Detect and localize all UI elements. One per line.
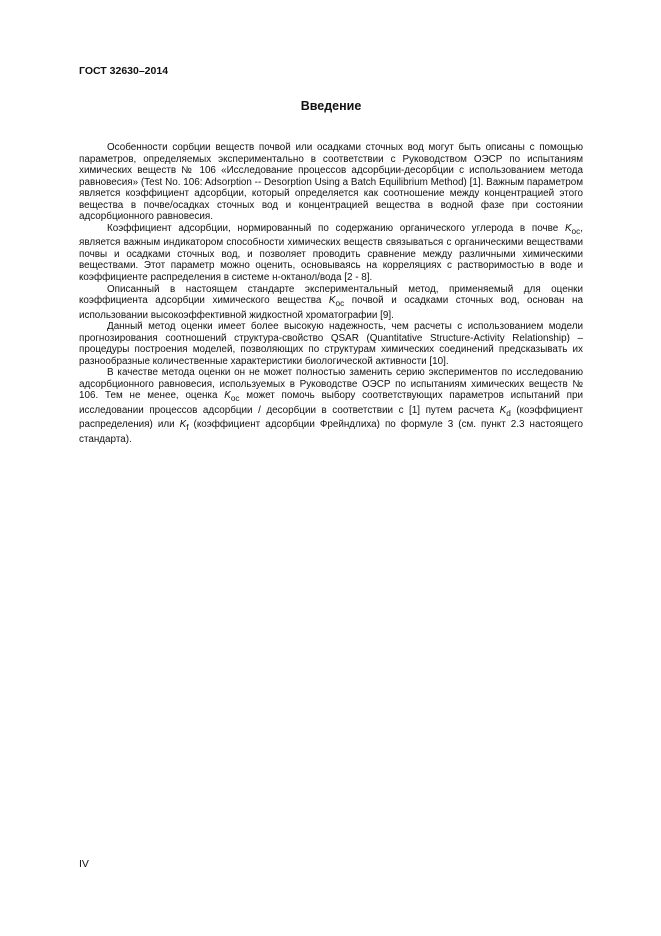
paragraph-reliability: Данный метод оценки имеет более высокую надежность, чем расчеты с использованием модели прогнозирования соотношений структура-свойство QSAR (Quantitative Structure-Activity Relationship) – процедуры построения моделей, позволяющих по структурам химических соединений предсказывать их разнообразные количественные характеристики биологической активности [10]. <box>79 321 583 367</box>
text-segment: В качестве метода оценки он не может полностью заменить серию экспериментов по исследованию адсорбционного равновесия, используемых в Руководстве ОЭСР по испытаниям химических веществ № 106. Тем не менее, оценка <box>79 367 583 402</box>
section-title: Введение <box>300 99 362 113</box>
text-segment: , является важным индикатором способности химических веществ связываться с органическими веществами почвы и осадками сточных вод, и позволяет проводить сравнение между различными химическими веществами. Этот параметр можно оценить, основываясь на корреляциях с растворимостью в воде и коэффициенте распределения в системе н-октанол/вода [2 - 8]. <box>79 222 583 283</box>
text-segment: (коэффициент адсорбции Фрейндлиха) по формуле 3 (см. пункт 2.3 настоящего стандарта). <box>79 419 584 445</box>
text-segment: Коэффициент адсорбции, нормированный по содержанию органического углерода в почве <box>107 222 565 234</box>
symbol-k: K <box>328 295 336 307</box>
document-body <box>79 142 583 446</box>
paragraph-sorption: Особенности сорбции веществ почвой или осадками сточных вод могут быть описаны с помощью параметров, определяемых экспериментально в соответствии с Руководством ОЭСР по испытаниям химических веществ № 106 «Исследование процессов адсорбции-десорбции с использованием метода равновесия» (Test No. 106: Adsorption -- Desorption Using a Batch Equilibrium Method) [1]. Важным параметром является коэффициент адсорбции, который определяется как соотношение между концентрацией этого вещества в почве/осадках сточных вод и концентрацией вещества в водной фазе при состоянии адсорбционного равновесия. <box>79 142 583 223</box>
text-segment: почвой и осадками сточных вод, основан на использовании высокоэффективной жидкостной хроматографии [9]. <box>79 295 583 321</box>
symbol-k: K <box>224 390 231 402</box>
text-segment: может помочь выбору соответствующих параметров испытаний при исследовании процессов адсорбции / десорбции в соответствии с [1] путем расчета <box>79 390 583 416</box>
paragraph-method <box>79 284 583 322</box>
subscript-oc: oc <box>571 226 581 236</box>
symbol-k: K <box>564 222 572 234</box>
text-segment: (коэффициент распределения) или <box>79 404 583 431</box>
symbol-k: K <box>179 419 187 431</box>
standard-code-header: ГОСТ 32630–2014 <box>79 65 169 77</box>
subscript-oc: oc <box>335 299 345 309</box>
paragraph-limitations <box>79 367 583 445</box>
paragraph-koc-definition <box>79 223 583 284</box>
text-segment: Описанный в настоящем стандарте экспериментальный метод, применяемый для оценки коэффициента адсорбции химического вещества <box>79 283 583 307</box>
subscript-oc: oc <box>230 394 240 404</box>
subscript-f: f <box>186 423 189 433</box>
page-number: IV <box>79 858 89 870</box>
subscript-d: d <box>506 408 511 418</box>
symbol-k: K <box>499 404 507 416</box>
